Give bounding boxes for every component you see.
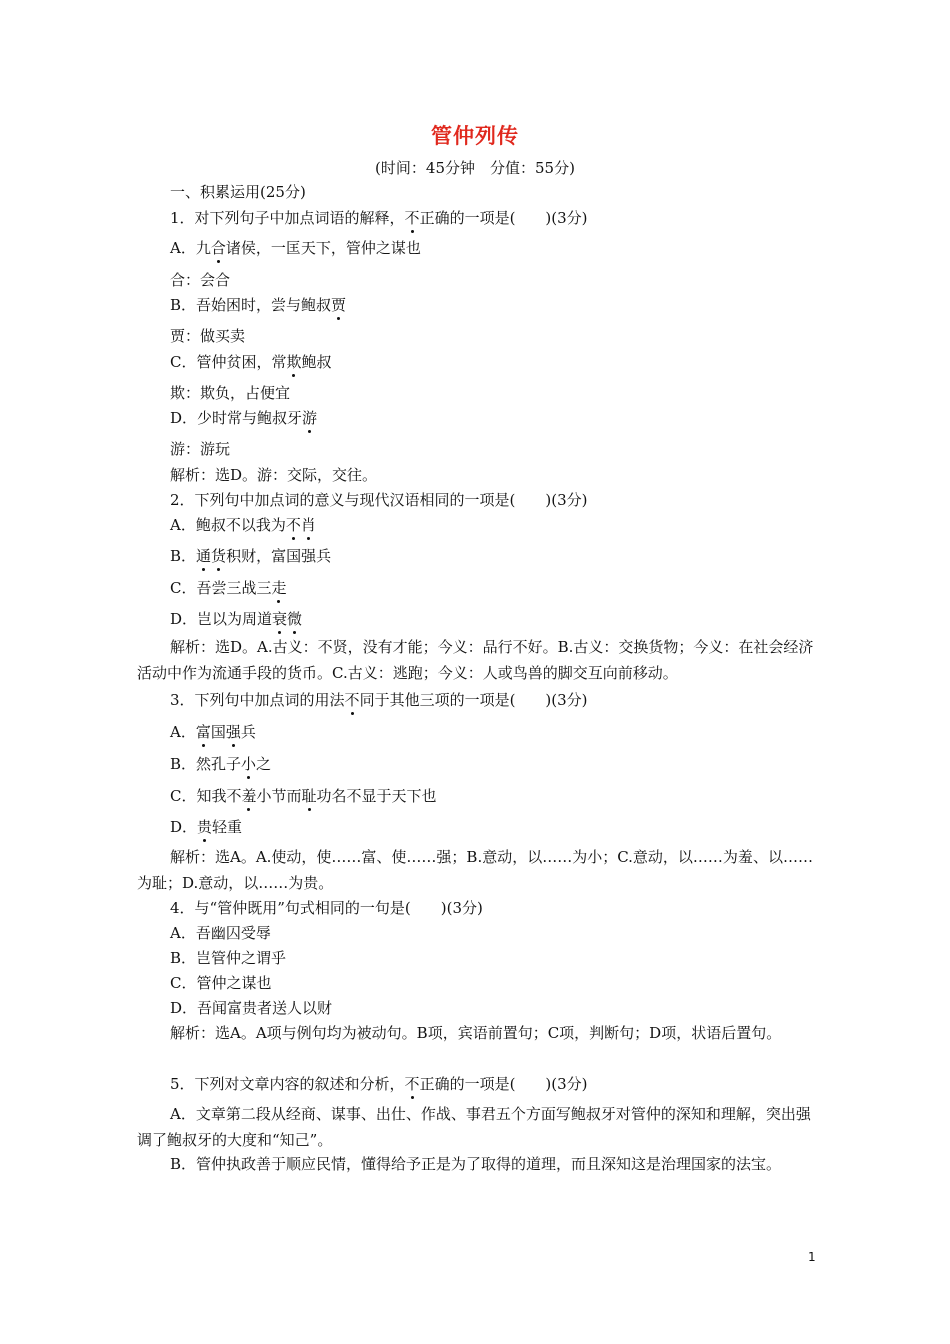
question-4-option-b: B．岂管仲之谓乎 <box>170 949 287 967</box>
question-1-stem: 1．对下列句子中加点词语的解释，不正确的一项是( )(3分) <box>170 209 588 227</box>
emphasis-dot-char: 合 <box>210 239 226 257</box>
emphasis-dot-char: 通 <box>196 547 212 565</box>
question-4-answer: 解析：选A。A项与例句均为被动句。B项，宾语前置句；C项，判断句；D项，状语后置句。 <box>170 1024 782 1042</box>
question-2-option-b: B．通货积财，富国强兵 <box>170 547 332 565</box>
emphasis-dot-char: 不 <box>344 691 360 709</box>
question-5-stem: 5．下列对文章内容的叙述和分析，不正确的一项是( )(3分) <box>170 1075 588 1093</box>
question-1-option-b: B．吾始困时，尝与鲍叔贾 <box>170 296 347 314</box>
emphasis-dot-char: 衰 <box>272 610 288 628</box>
emphasis-dot-char: 货 <box>211 547 227 565</box>
emphasis-dot-char: 肖 <box>300 516 316 534</box>
emphasis-dot-char: 贵 <box>197 818 213 836</box>
emphasis-dot-char: 不 <box>404 1075 420 1093</box>
question-5-option-a: A．文章第二段从经商、谋事、出仕、作战、事君五个方面写鲍叔牙对管仲的深知和理解，突出强调了鲍叔牙的大度和“知己”。 <box>137 1105 811 1149</box>
emphasis-dot-char: 耻 <box>301 787 317 805</box>
question-3-option-a: A．富国强兵 <box>170 723 256 741</box>
emphasis-dot-char: 羞 <box>241 787 257 805</box>
question-2-answer: 解析：选D。A.古义：不贤，没有才能；今义：品行不好。B.古义：交换货物；今义：在社会经济活动中作为流通手段的货币。C.古义：逃跑；今义：人或鸟兽的脚交互向前移动。 <box>137 638 814 682</box>
document-subtitle: (时间：45分钟 分值：55分) <box>375 159 575 177</box>
question-1-option-a: A．九合诸侯，一匡天下，管仲之谋也 <box>170 239 421 257</box>
question-4-option-d: D．吾闻富贵者送人以财 <box>170 999 333 1017</box>
question-3-answer: 解析：选A。A.使动，使……富、使……强；B.意动，以……为小；C.意动，以……为羞、以……为耻；D.意动，以……为贵。 <box>137 848 813 892</box>
document-title: 管仲列传 <box>431 124 519 148</box>
emphasis-dot-char: 欺 <box>286 353 302 371</box>
emphasis-dot-char: 贾 <box>331 296 347 314</box>
emphasis-dot-char: 走 <box>271 579 287 597</box>
question-1-gloss-d: 游：游玩 <box>170 440 231 458</box>
question-1-answer: 解析：选D。游：交际，交往。 <box>170 466 378 484</box>
question-2-option-a: A．鲍叔不以我为不肖 <box>170 516 316 534</box>
page-number: 1 <box>808 1250 816 1264</box>
question-4-stem: 4．与“管仲既用”句式相同的一句是( )(3分) <box>170 899 483 917</box>
emphasis-dot-char: 不 <box>404 209 420 227</box>
question-1-gloss-c: 欺：欺负，占便宜 <box>170 384 291 402</box>
question-2-option-c: C．吾尝三战三走 <box>170 579 287 597</box>
question-1-gloss-b: 贾：做买卖 <box>170 327 246 345</box>
emphasis-dot-char: 微 <box>287 610 303 628</box>
question-4-option-a: A．吾幽囚受辱 <box>170 924 271 942</box>
emphasis-dot-char: 不 <box>285 516 301 534</box>
emphasis-dot-char: 小 <box>241 755 257 773</box>
question-2-option-d: D．岂以为周道衰微 <box>170 610 303 628</box>
section-heading: 一、积累运用(25分) <box>170 183 306 201</box>
question-2-stem: 2．下列句中加点词的意义与现代汉语相同的一项是( )(3分) <box>170 491 588 509</box>
question-3-stem: 3．下列句中加点词的用法不同于其他三项的一项是( )(3分) <box>170 691 588 709</box>
question-3-option-c: C．知我不羞小节而耻功名不显于天下也 <box>170 787 437 805</box>
emphasis-dot-char: 强 <box>225 723 241 741</box>
emphasis-dot-char: 富 <box>195 723 211 741</box>
question-1-option-d: D．少时常与鲍叔牙游 <box>170 409 318 427</box>
question-1-option-c: C．管仲贫困，常欺鲍叔 <box>170 353 332 371</box>
question-5-option-b: B．管仲执政善于顺应民情，懂得给予正是为了取得的道理，而且深知这是治理国家的法宝。 <box>170 1155 782 1173</box>
question-3-option-d: D．贵轻重 <box>170 818 243 836</box>
question-4-option-c: C．管仲之谋也 <box>170 974 272 992</box>
question-1-gloss-a: 合：会合 <box>170 271 231 289</box>
question-3-option-b: B．然孔子小之 <box>170 755 272 773</box>
emphasis-dot-char: 游 <box>302 409 318 427</box>
